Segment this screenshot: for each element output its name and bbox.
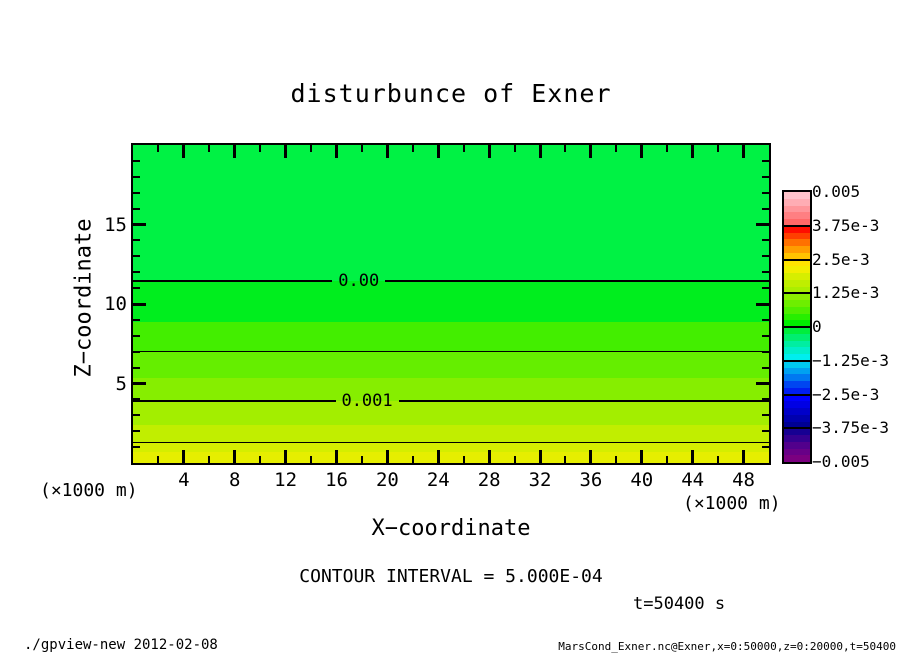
colorbar-tick-label: 1.25e-3 — [812, 283, 880, 303]
x-major-tick — [335, 145, 338, 158]
colorbar-segment — [784, 212, 810, 219]
z-minor-tick — [762, 208, 769, 210]
x-minor-tick — [412, 456, 414, 463]
x-major-tick — [539, 450, 542, 463]
x-major-tick — [233, 145, 236, 158]
colorbar-segment — [784, 246, 810, 253]
x-major-tick — [386, 450, 389, 463]
colorbar-segment — [784, 307, 810, 314]
x-tick-label: 40 — [630, 469, 654, 491]
footer-source-text: MarsCond_Exner.nc@Exner,x=0:50000,z=0:20000,t=50400 — [558, 640, 896, 653]
x-minor-tick — [615, 145, 617, 152]
z-major-tick — [756, 223, 769, 226]
z-minor-tick — [762, 335, 769, 337]
z-major-tick — [756, 303, 769, 306]
x-major-tick — [284, 450, 287, 463]
x-minor-tick — [564, 456, 566, 463]
colorbar-tick-label: 3.75e-3 — [812, 215, 880, 235]
z-minor-tick — [133, 430, 140, 432]
colorbar-segment — [784, 260, 810, 267]
colorbar-segment — [784, 428, 810, 435]
colorbar-segment — [784, 239, 810, 246]
x-minor-tick — [361, 145, 363, 152]
z-minor-tick — [133, 176, 140, 178]
colorbar-segment — [784, 226, 810, 233]
x-tick-label: 12 — [274, 469, 298, 491]
z-minor-tick — [133, 351, 140, 353]
x-tick-label: 36 — [579, 469, 603, 491]
z-axis-title: Z−coordinate — [71, 218, 97, 378]
z-axis-unit: (×1000 m) — [40, 480, 138, 501]
x-tick-label: 20 — [375, 469, 399, 491]
contour-fill-band — [133, 378, 769, 401]
colorbar-tick-label: 0.005 — [812, 182, 861, 201]
contour-line — [399, 400, 769, 402]
x-major-tick — [691, 450, 694, 463]
x-major-tick — [589, 145, 592, 158]
x-major-tick — [488, 145, 491, 158]
contour-interval-label: CONTOUR INTERVAL = 5.000E-04 — [299, 566, 603, 587]
colorbar-box-border — [784, 394, 810, 396]
colorbar-segment — [784, 395, 810, 402]
z-minor-tick — [133, 446, 140, 448]
x-tick-label: 4 — [178, 469, 190, 491]
colorbar-segment — [784, 374, 810, 381]
z-minor-tick — [133, 414, 140, 416]
contour-fill-band — [133, 145, 769, 281]
contour-fill-band — [133, 322, 769, 351]
z-minor-tick — [133, 335, 140, 337]
z-minor-tick — [762, 176, 769, 178]
z-minor-tick — [133, 255, 140, 257]
x-minor-tick — [717, 145, 719, 152]
x-major-tick — [284, 145, 287, 158]
z-minor-tick — [133, 367, 140, 369]
z-minor-tick — [762, 271, 769, 273]
z-minor-tick — [762, 287, 769, 289]
colorbar-segment — [784, 334, 810, 341]
contour-fill-band — [133, 452, 769, 463]
x-minor-tick — [463, 145, 465, 152]
x-minor-tick — [717, 456, 719, 463]
x-major-tick — [640, 145, 643, 158]
x-tick-label: 44 — [681, 469, 705, 491]
x-tick-label: 8 — [229, 469, 241, 491]
x-minor-tick — [412, 145, 414, 152]
colorbar-segment — [784, 455, 810, 462]
z-minor-tick — [133, 287, 140, 289]
z-major-tick — [133, 382, 146, 385]
colorbar-box-border — [784, 326, 810, 328]
x-minor-tick — [259, 456, 261, 463]
x-tick-label: 24 — [426, 469, 450, 491]
colorbar-tick-label: −1.25e-3 — [812, 350, 890, 370]
contour-fill-band — [133, 425, 769, 443]
colorbar-segment — [784, 435, 810, 442]
contour-line — [133, 400, 336, 402]
colorbar-segment — [784, 381, 810, 388]
x-major-tick — [182, 450, 185, 463]
colorbar-segment — [784, 199, 810, 206]
x-tick-label: 48 — [732, 469, 755, 491]
z-major-tick — [756, 382, 769, 385]
x-tick-label: 32 — [528, 469, 552, 491]
x-minor-tick — [157, 145, 159, 152]
z-minor-tick — [762, 319, 769, 321]
contour-fill-band — [133, 351, 769, 378]
colorbar-segment — [784, 442, 810, 449]
z-minor-tick — [133, 271, 140, 273]
x-tick-label: 28 — [477, 469, 501, 491]
colorbar-segment — [784, 266, 810, 273]
colorbar-segment — [784, 368, 810, 375]
colorbar-segment — [784, 314, 810, 321]
x-minor-tick — [310, 145, 312, 152]
contour-fill-band — [133, 281, 769, 322]
z-tick-label: 15 — [104, 213, 127, 236]
x-major-tick — [640, 450, 643, 463]
x-major-tick — [488, 450, 491, 463]
colorbar-segment — [784, 347, 810, 354]
colorbar-tick-label: −2.5e-3 — [812, 384, 880, 404]
x-major-tick — [742, 450, 745, 463]
colorbar-box-border — [784, 427, 810, 429]
page-title: disturbunce of Exner — [290, 79, 612, 108]
x-minor-tick — [514, 145, 516, 152]
z-minor-tick — [762, 351, 769, 353]
colorbar-box-border — [784, 259, 810, 261]
colorbar-tick-label: −3.75e-3 — [812, 418, 890, 438]
x-major-tick — [539, 145, 542, 158]
colorbar-segment — [784, 206, 810, 213]
z-minor-tick — [762, 367, 769, 369]
colorbar-segment — [784, 233, 810, 240]
footer-command-text: ./gpview-new 2012-02-08 — [24, 637, 218, 653]
z-minor-tick — [133, 208, 140, 210]
contour-line — [385, 280, 769, 282]
z-minor-tick — [762, 446, 769, 448]
colorbar-segment — [784, 401, 810, 408]
z-minor-tick — [133, 398, 140, 400]
colorbar-segment — [784, 192, 810, 199]
colorbar-segment — [784, 408, 810, 415]
z-minor-tick — [133, 319, 140, 321]
x-major-tick — [182, 145, 185, 158]
colorbar-segment — [784, 273, 810, 280]
colorbar-tick-label: 2.5e-3 — [812, 249, 870, 269]
contour-line — [133, 280, 332, 282]
x-minor-tick — [463, 456, 465, 463]
contour-line — [133, 351, 769, 352]
z-major-tick — [133, 303, 146, 306]
x-minor-tick — [208, 456, 210, 463]
x-minor-tick — [666, 145, 668, 152]
x-axis-title: X−coordinate — [371, 516, 531, 541]
contour-fill-band — [133, 401, 769, 425]
z-minor-tick — [762, 255, 769, 257]
x-major-tick — [335, 450, 338, 463]
contour-line — [133, 442, 769, 443]
x-minor-tick — [514, 456, 516, 463]
plot-area — [133, 145, 769, 463]
x-minor-tick — [157, 456, 159, 463]
z-minor-tick — [762, 414, 769, 416]
colorbar-segment — [784, 341, 810, 348]
colorbar-segment — [784, 449, 810, 456]
z-minor-tick — [133, 239, 140, 241]
x-major-tick — [691, 145, 694, 158]
time-label: t=50400 s — [633, 594, 726, 614]
x-major-tick — [233, 450, 236, 463]
x-minor-tick — [615, 456, 617, 463]
z-minor-tick — [762, 430, 769, 432]
x-minor-tick — [208, 145, 210, 152]
z-major-tick — [133, 223, 146, 226]
colorbar-box-border — [784, 225, 810, 227]
colorbar-segment — [784, 361, 810, 368]
colorbar-box-border — [784, 292, 810, 294]
colorbar-tick-label: 0 — [812, 317, 822, 336]
x-tick-label: 16 — [325, 469, 348, 491]
z-tick-label: 10 — [104, 293, 127, 315]
x-minor-tick — [564, 145, 566, 152]
x-minor-tick — [310, 456, 312, 463]
z-minor-tick — [762, 239, 769, 241]
colorbar — [784, 192, 810, 462]
x-major-tick — [437, 450, 440, 463]
z-minor-tick — [762, 398, 769, 400]
contour-fill-band — [133, 443, 769, 452]
z-minor-tick — [762, 192, 769, 194]
colorbar-segment — [784, 300, 810, 307]
x-minor-tick — [259, 145, 261, 152]
x-minor-tick — [666, 456, 668, 463]
z-minor-tick — [133, 192, 140, 194]
colorbar-box-border — [784, 360, 810, 362]
contour-line-label: 0.001 — [341, 390, 393, 411]
colorbar-segment — [784, 327, 810, 334]
z-tick-label: 5 — [115, 372, 127, 395]
x-axis-unit: (×1000 m) — [683, 493, 781, 514]
x-major-tick — [437, 145, 440, 158]
colorbar-segment — [784, 280, 810, 287]
z-minor-tick — [133, 160, 140, 162]
z-minor-tick — [762, 160, 769, 162]
colorbar-segment — [784, 293, 810, 300]
x-minor-tick — [361, 456, 363, 463]
colorbar-segment — [784, 415, 810, 422]
x-major-tick — [386, 145, 389, 158]
x-major-tick — [742, 145, 745, 158]
colorbar-tick-label: −0.005 — [812, 452, 870, 471]
contour-line-label: 0.00 — [338, 270, 380, 291]
x-major-tick — [589, 450, 592, 463]
